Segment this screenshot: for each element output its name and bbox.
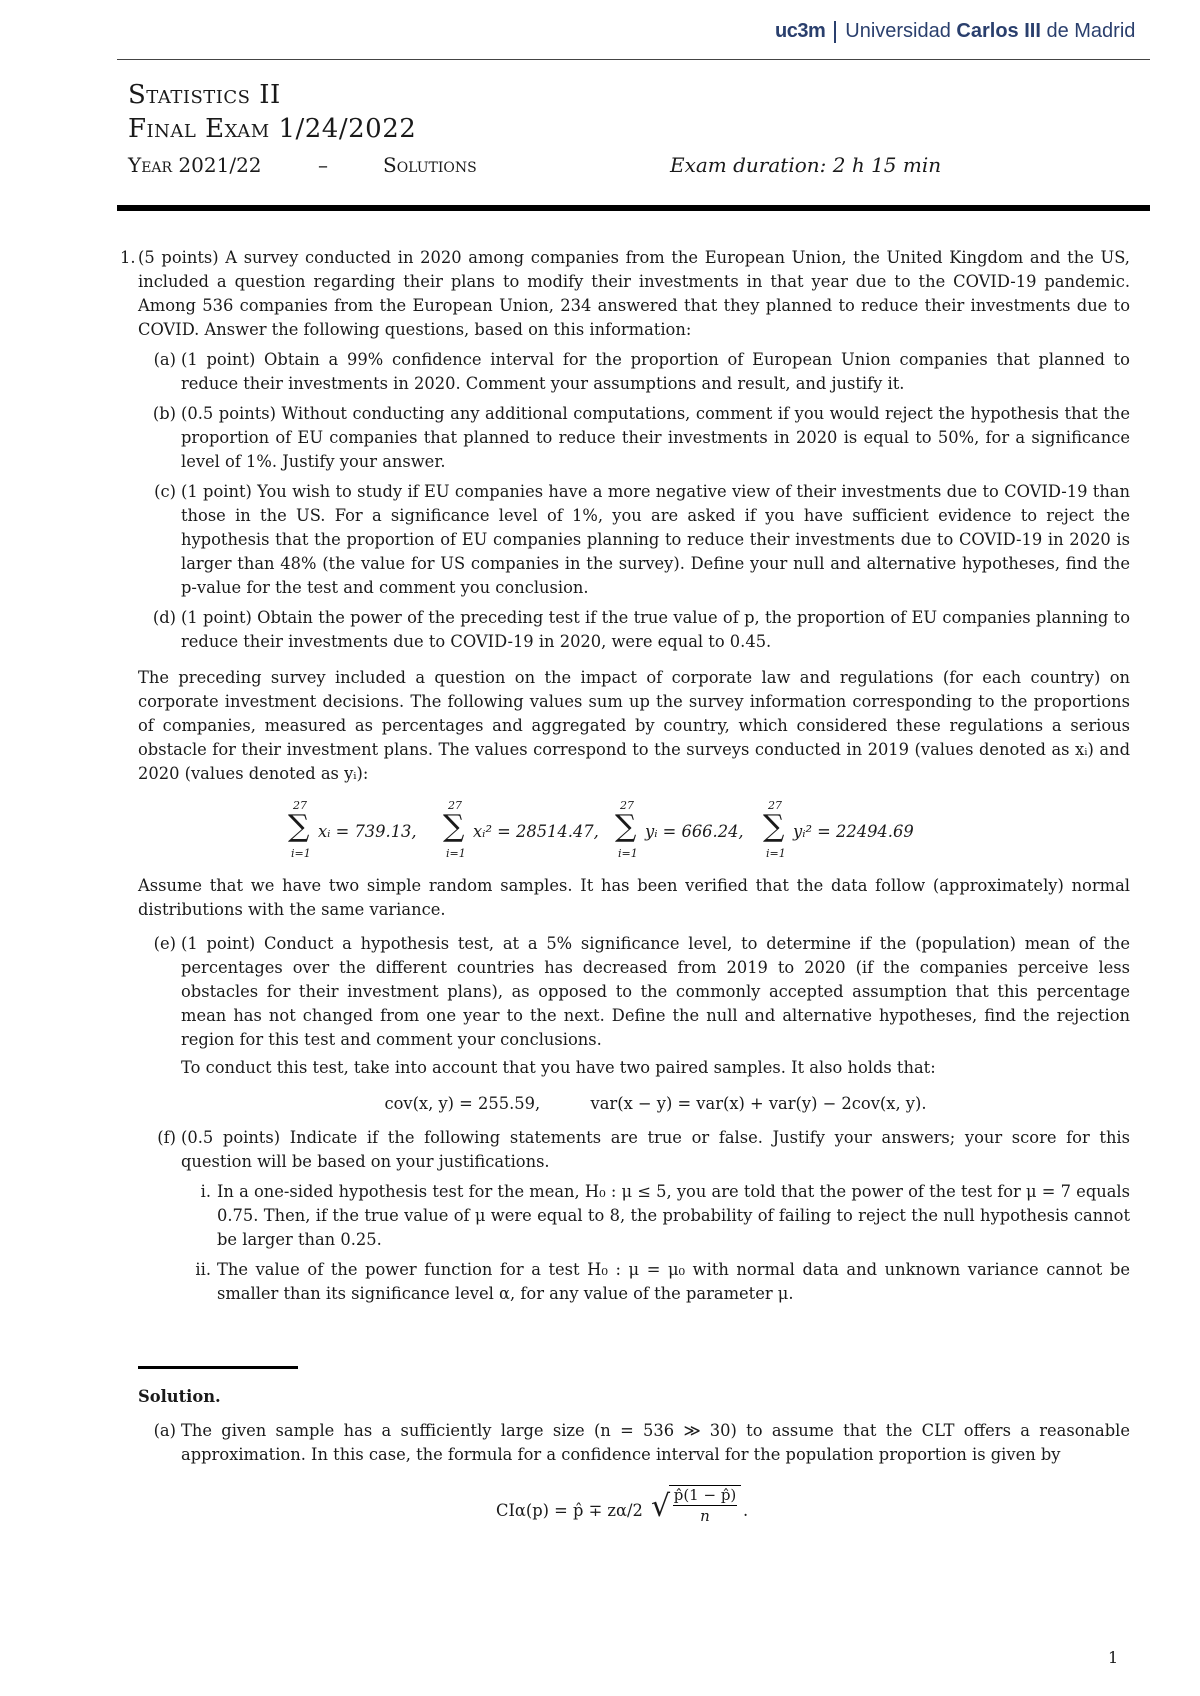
header-thick-rule bbox=[117, 205, 1150, 211]
subline-dash: – bbox=[318, 153, 328, 177]
ci-numerator: p̂(1 − p̂) bbox=[673, 1486, 737, 1504]
question-1 bbox=[120, 246, 1130, 654]
sum-lower: i=1 bbox=[618, 847, 638, 860]
sum-lower: i=1 bbox=[446, 847, 466, 860]
sigma-symbol: ∑ bbox=[443, 809, 465, 844]
question-intro: (5 points) A survey conducted in 2020 among companies from the European Union, the United Kingdom and the US, included a question regarding their plans to modify their investments in that year due to the COVID-19 pandemic. Among 536 companies from the European Union, 234 answered that they planned to reduce their investments due to COVID. Answer the following questions, based on this information: bbox=[138, 248, 1130, 339]
part-text: (1 point) Obtain the power of the preceding test if the true value of p, the proportion of EU companies planning to reduce their investments due to COVID-19 in 2020, were equal to 0.45. bbox=[181, 608, 1130, 651]
parts-list bbox=[138, 348, 1130, 654]
logo-post: de Madrid bbox=[1040, 20, 1136, 42]
sum-upper: 27 bbox=[768, 799, 782, 812]
sigma-symbol: ∑ bbox=[288, 809, 310, 844]
part-label: (a) bbox=[153, 1421, 176, 1440]
solution-a-text: The given sample has a sufficiently large size (n = 536 ≫ 30) to assume that the CLT offers a reasonable approximation. In this case, the formula for a confidence interval for the population proportion is given by bbox=[181, 1421, 1130, 1464]
part-text: (0.5 points) Without conducting any additional computations, comment if you would reject the hypothesis that the proportion of EU companies that planned to reduce their investments in 2020 is equal to 50%, for a significance level of 1%. Justify your answer. bbox=[181, 404, 1130, 471]
exam-subline bbox=[128, 153, 1028, 181]
part-a bbox=[138, 348, 1130, 396]
solution-a bbox=[138, 1419, 1130, 1533]
part-text: (0.5 points) Indicate if the following statements are true or false. Justify your answers; your score for this question will be based on your justifications. bbox=[181, 1128, 1130, 1171]
part-f bbox=[138, 1126, 1130, 1306]
course-title: Statistics II bbox=[128, 80, 281, 110]
sub-label: i. bbox=[200, 1182, 211, 1201]
sub-text: The value of the power function for a test H₀ : μ = μ₀ with normal data and unknown variance cannot be smaller than its significance level α, for any value of the parameter μ. bbox=[217, 1260, 1130, 1303]
sum-expression: yᵢ = 666.24, bbox=[645, 822, 744, 841]
part-c bbox=[138, 480, 1130, 600]
sum-lower: i=1 bbox=[291, 847, 311, 860]
formula-cov: cov(x, y) = 255.59, bbox=[384, 1094, 541, 1113]
sub-text: In a one-sided hypothesis test for the mean, H₀ : μ ≤ 5, you are told that the power of the test for μ = 7 equals 0.75. Then, if the true value of μ were equal to 8, the probability of failing to reject the null hypothesis cannot be larger than 0.25. bbox=[217, 1182, 1130, 1249]
parts-second bbox=[138, 932, 1130, 1306]
part-e-note: To conduct this test, take into account that you have two paired samples. It also holds that: bbox=[181, 1058, 936, 1077]
question-number: 1. bbox=[120, 248, 136, 267]
document-body bbox=[120, 246, 1130, 1533]
part-label: (d) bbox=[152, 608, 176, 627]
sum-upper: 27 bbox=[448, 799, 462, 812]
sum-expression: xᵢ² = 28514.47, bbox=[473, 822, 599, 841]
ci-lhs: CIα(p) = p̂ ∓ zα/2 bbox=[496, 1501, 643, 1520]
sum-formulas bbox=[138, 800, 1130, 862]
part-text: (1 point) Obtain a 99% confidence interval for the proportion of European Union companies that planned to reduce their investments in 2020. Comment your assumptions and result, and justify it. bbox=[181, 350, 1130, 393]
sum-expression: xᵢ = 739.13, bbox=[318, 822, 417, 841]
assumption-paragraph: Assume that we have two simple random samples. It has been verified that the data follow (approximately) normal distributions with the same variance. bbox=[138, 876, 1130, 919]
part-label: (a) bbox=[153, 350, 176, 369]
university-logo bbox=[775, 20, 1135, 43]
part-e bbox=[138, 932, 1130, 1116]
sum-upper: 27 bbox=[620, 799, 634, 812]
part-label: (e) bbox=[153, 934, 176, 953]
logo-separator bbox=[834, 21, 836, 43]
part-label: (c) bbox=[154, 482, 176, 501]
part-label: (b) bbox=[152, 404, 176, 423]
ci-formula bbox=[181, 1481, 1130, 1533]
solution-parts bbox=[138, 1419, 1130, 1533]
solutions-label: Solutions bbox=[383, 153, 477, 177]
ci-denominator: n bbox=[700, 1507, 710, 1525]
part-b bbox=[138, 402, 1130, 474]
solution-heading: Solution. bbox=[138, 1387, 221, 1406]
sum-expression: yᵢ² = 22494.69 bbox=[793, 822, 914, 841]
ci-end: . bbox=[743, 1501, 749, 1520]
part-f-sub-i bbox=[181, 1180, 1130, 1252]
logo-short: uc3m bbox=[775, 20, 826, 42]
formula-var: var(x − y) = var(x) + var(y) − 2cov(x, y). bbox=[590, 1094, 927, 1113]
exam-title: Final Exam 1/24/2022 bbox=[128, 114, 417, 144]
page-number: 1 bbox=[1108, 1648, 1119, 1667]
sigma-symbol: ∑ bbox=[763, 809, 785, 844]
logo-pre: Universidad bbox=[845, 20, 957, 42]
part-f-sub-ii bbox=[181, 1258, 1130, 1306]
part-label: (f) bbox=[157, 1128, 176, 1147]
sqrt-symbol: √ bbox=[651, 1489, 671, 1524]
sigma-symbol: ∑ bbox=[615, 809, 637, 844]
header-rule bbox=[117, 59, 1150, 60]
part-d bbox=[138, 606, 1130, 654]
exam-duration: Exam duration: 2 h 15 min bbox=[670, 153, 942, 177]
survey-paragraph: The preceding survey included a question on the impact of corporate law and regulations (for each country) on corporate investment decisions. The following values sum up the survey information corresponding to the proportions of companies, measured as percentages and aggregated by country, which considered these regulations a serious obstacle for their investment plans. The values correspond to the surveys conducted in 2019 (values denoted as xᵢ) and 2020 (values denoted as yᵢ): bbox=[138, 668, 1130, 783]
sub-label: ii. bbox=[195, 1260, 211, 1279]
exam-year: Year 2021/22 bbox=[128, 153, 262, 177]
part-text: (1 point) Conduct a hypothesis test, at a 5% significance level, to determine if the (population) mean of the percentages over the different countries has decreased from 2019 to 2020 (if the companies perceive less obstacles for their investment plans), as opposed to the commonly accepted assumption that this percentage mean has not changed from one year to the next. Define the null and alternative hypotheses, find the rejection region for this test and comment your conclusions. bbox=[181, 934, 1130, 1049]
sum-upper: 27 bbox=[293, 799, 307, 812]
logo-bold: Carlos III bbox=[956, 20, 1041, 42]
part-e-formula bbox=[181, 1092, 1130, 1116]
solution-rule bbox=[138, 1366, 298, 1369]
part-text: (1 point) You wish to study if EU companies have a more negative view of their investments due to COVID-19 than those in the US. For a significance level of 1%, you are asked if you have sufficient evidence to reject the hypothesis that the proportion of EU companies planning to reduce their investments due to COVID-19 in 2020 is larger than 48% (the value for US companies in the survey). Define your null and alternative hypotheses, find the p-value for the test and comment you conclusion. bbox=[181, 482, 1130, 597]
sum-lower: i=1 bbox=[766, 847, 786, 860]
